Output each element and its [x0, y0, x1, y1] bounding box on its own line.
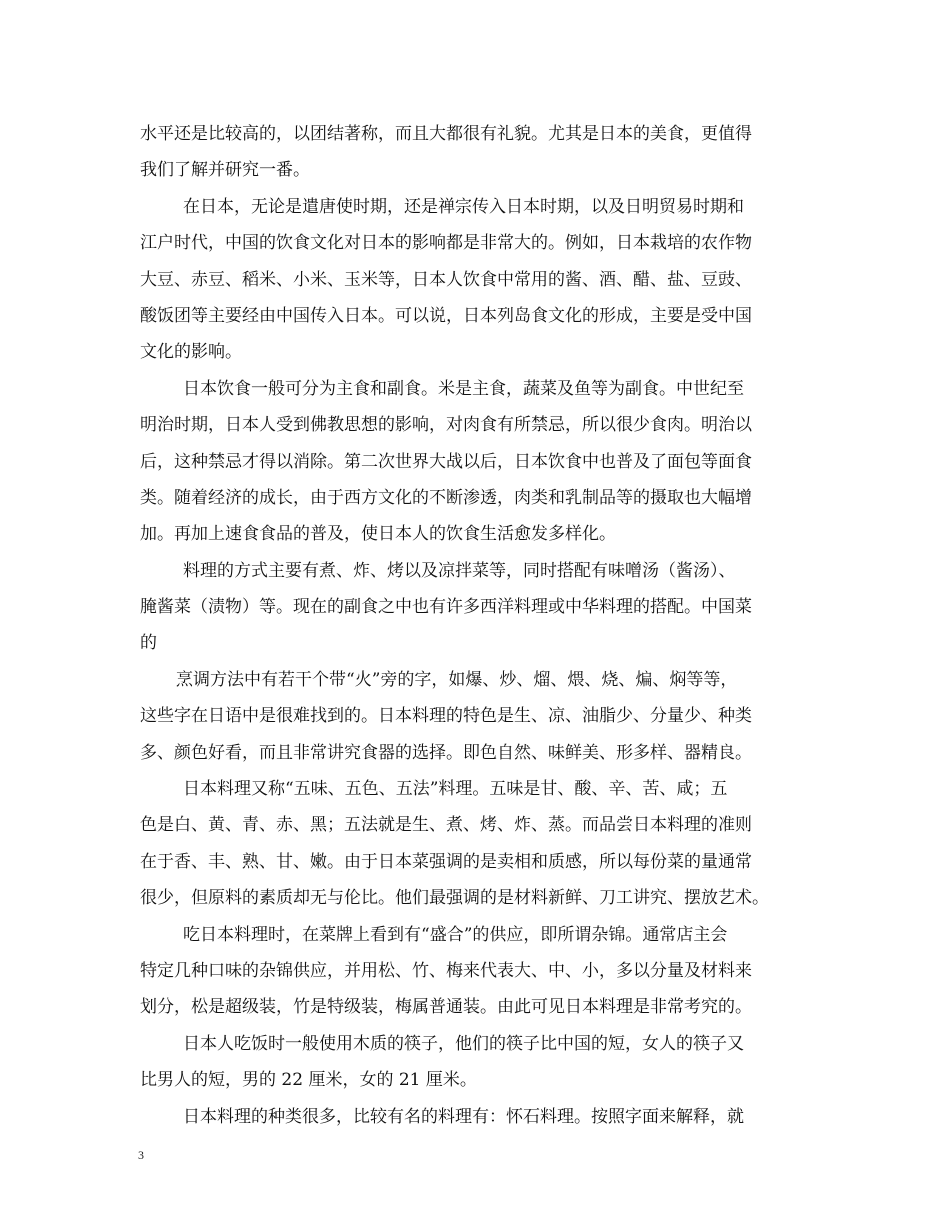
- paragraph-line: 日本料理的种类很多，比较有名的料理有：怀石料理。按照字面来解释，就: [183, 1106, 744, 1127]
- paragraph-line: 江户时代，中国的饮食文化对日本的影响都是非常大的。例如，日本栽培的农作物: [140, 233, 752, 254]
- paragraph-line: 多、颜色好看，而且非常讲究食器的选择。即色自然、味鲜美、形多样、器精良。: [140, 742, 752, 763]
- paragraph-line: 后，这种禁忌才得以消除。第二次世界大战以后，日本饮食中也普及了面包等面食: [140, 451, 752, 472]
- paragraph-line: 在日本，无论是遣唐使时期，还是禅宗传入日本时期，以及日明贸易时期和: [183, 196, 744, 217]
- paragraph-line: 很少，但原料的素质却无与伦比。他们最强调的是材料新鲜、刀工讲究、摆放艺术。: [140, 888, 769, 909]
- paragraph-line: 这些字在日语中是很难找到的。日本料理的特色是生、凉、油脂少、分量少、种类: [140, 706, 752, 727]
- paragraph-line: 酸饭团等主要经由中国传入日本。可以说，日本列岛食文化的形成，主要是受中国: [140, 305, 752, 326]
- paragraph-line: 腌酱菜（渍物）等。现在的副食之中也有许多西洋料理或中华料理的搭配。中国菜: [140, 597, 752, 618]
- paragraph-line: 比男人的短，男的 22 厘米，女的 21 厘米。: [140, 1070, 477, 1091]
- paragraph-line: 大豆、赤豆、稻米、小米、玉米等，日本人饮食中常用的酱、酒、醋、盐、豆豉、: [140, 269, 752, 290]
- paragraph-line: 日本饮食一般可分为主食和副食。米是主食，蔬菜及鱼等为副食。中世纪至: [183, 378, 744, 399]
- document-body: [140, 116, 820, 1135]
- paragraph-line: 水平还是比较高的，以团结著称，而且大都很有礼貌。尤其是日本的美食，更值得: [140, 124, 752, 144]
- paragraph-line: 我们了解并研究一番。: [140, 160, 310, 181]
- paragraph-line: 的: [140, 633, 157, 654]
- paragraph-line: 吃日本料理时，在菜牌上看到有“盛合”的供应，即所谓杂锦。通常店主会: [183, 924, 728, 945]
- paragraph-line: 在于香、丰、熟、甘、嫩。由于日本菜强调的是卖相和质感，所以每份菜的量通常: [140, 851, 752, 872]
- paragraph-line: 明治时期，日本人受到佛教思想的影响，对肉食有所禁忌，所以很少食肉。明治以: [140, 415, 752, 436]
- paragraph-line: 类。随着经济的成长，由于西方文化的不断渗透，肉类和乳制品等的摄取也大幅增: [140, 487, 752, 508]
- paragraph-line: 特定几种口味的杂锦供应，并用松、竹、梅来代表大、中、小，多以分量及材料来: [140, 960, 752, 981]
- paragraph-line: 日本人吃饭时一般使用木质的筷子，他们的筷子比中国的短，女人的筷子又: [183, 1033, 744, 1054]
- paragraph-line: 文化的影响。: [140, 342, 242, 363]
- paragraph-line: 色是白、黄、青、赤、黑；五法就是生、煮、烤、炸、蒸。而品尝日本料理的准则: [140, 815, 752, 836]
- page-number: 3: [138, 1148, 144, 1162]
- paragraph-line: 划分，松是超级装，竹是特级装，梅属普通装。由此可见日本料理是非常考究的。: [140, 997, 752, 1018]
- paragraph-line: 日本料理又称“五味、五色、五法”料理。五味是甘、酸、辛、苦、咸；五: [183, 779, 728, 800]
- paragraph-line: 料理的方式主要有煮、炸、烤以及凉拌菜等，同时搭配有味噌汤（酱汤）、: [183, 560, 736, 581]
- paragraph-line: 烹调方法中有若干个带“火”旁的字，如爆、炒、熘、煨、烧、煸、焖等等，: [176, 669, 738, 690]
- paragraph-line: 加。再加上速食食品的普及，使日本人的饮食生活愈发多样化。: [140, 524, 616, 545]
